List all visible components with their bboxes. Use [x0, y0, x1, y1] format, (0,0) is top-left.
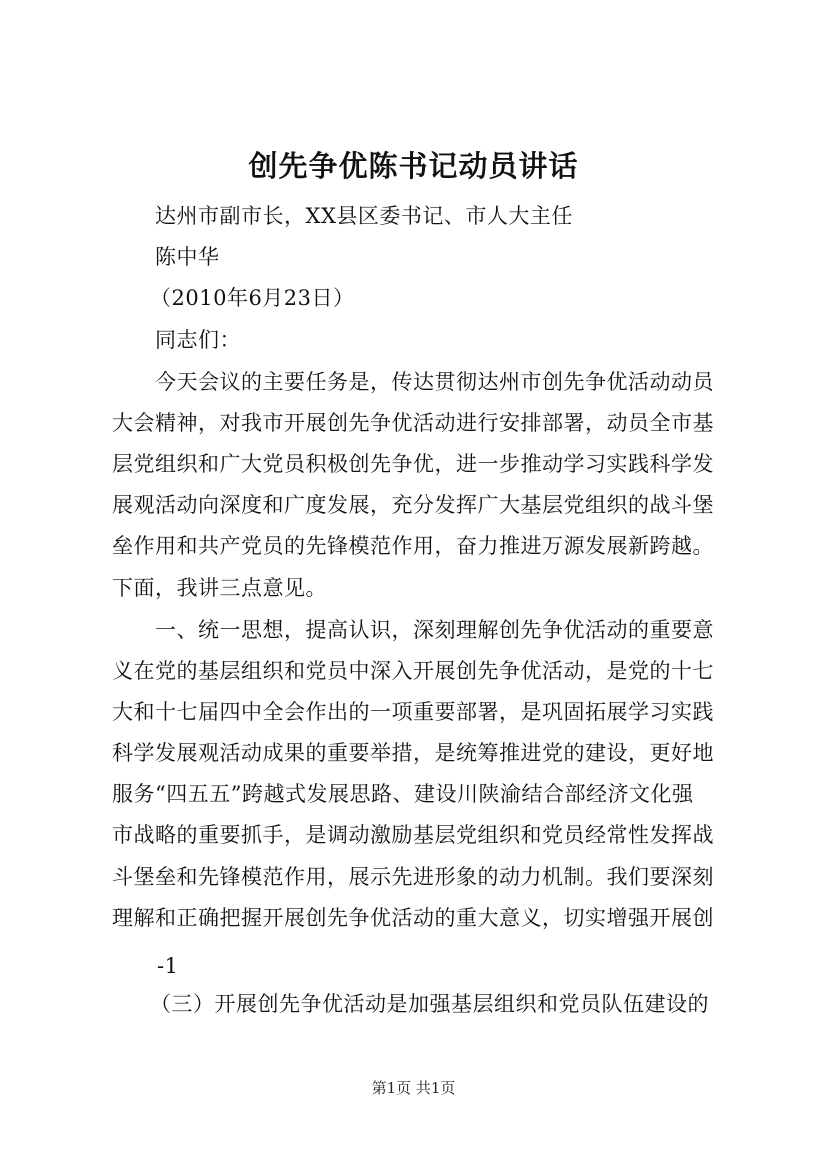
paragraph1-line: 层党组织和广大党员积极创先争优，进一步推动学习实践科学发: [112, 452, 714, 476]
speech-date: （2010年6月23日）: [150, 286, 355, 310]
paragraph2-line: 斗堡垒和先锋模范作用，展示先进形象的动力机制。我们要深刻: [112, 865, 714, 889]
paragraph1-line: 垒作用和共产党员的先锋模范作用，奋力推进万源发展新跨越。: [112, 534, 714, 558]
paragraph2-line: 义在党的基层组织和党员中深入开展创先争优活动，是党的十七: [112, 659, 714, 683]
speaker-roles: 达州市副市长，XX县区委书记、市人大主任: [155, 204, 573, 228]
paragraph1-line: 今天会议的主要任务是，传达贯彻达州市创先争优活动动员: [155, 370, 714, 394]
document-title: 创先争优陈书记动员讲话: [248, 149, 579, 183]
paragraph3-line: （三）开展创先争优活动是加强基层组织和党员队伍建设的: [150, 992, 709, 1016]
paragraph2-line: 服务“四五五”跨越式发展思路、建设川陕渝结合部经济文化强: [112, 782, 694, 806]
paragraph2-line: 理解和正确把握开展创先争优活动的重大意义，切实增强开展创: [112, 906, 714, 930]
paragraph1-line: 下面，我讲三点意见。: [112, 576, 327, 600]
paragraph2-line: 科学发展观活动成果的重要举措，是统筹推进党的建设，更好地: [112, 741, 714, 765]
paragraph1-line: 大会精神，对我市开展创先争优活动进行安排部署，动员全市基: [112, 411, 714, 435]
paragraph1-line: 展观活动向深度和广度发展，充分发挥广大基层党组织的战斗堡: [112, 493, 714, 517]
page-marker: -1: [157, 954, 179, 978]
paragraph2-line: 市战略的重要抓手，是调动激励基层党组织和党员经常性发挥战: [112, 823, 714, 847]
salutation: 同志们：: [155, 328, 241, 352]
page-footer: 第1页 共1页: [371, 1079, 456, 1097]
paragraph2-line: 大和十七届四中全会作出的一项重要部署，是巩固拓展学习实践: [112, 700, 714, 724]
paragraph2-line: 一、统一思想，提高认识，深刻理解创先争优活动的重要意: [155, 618, 714, 642]
speaker-name: 陈中华: [155, 245, 220, 269]
